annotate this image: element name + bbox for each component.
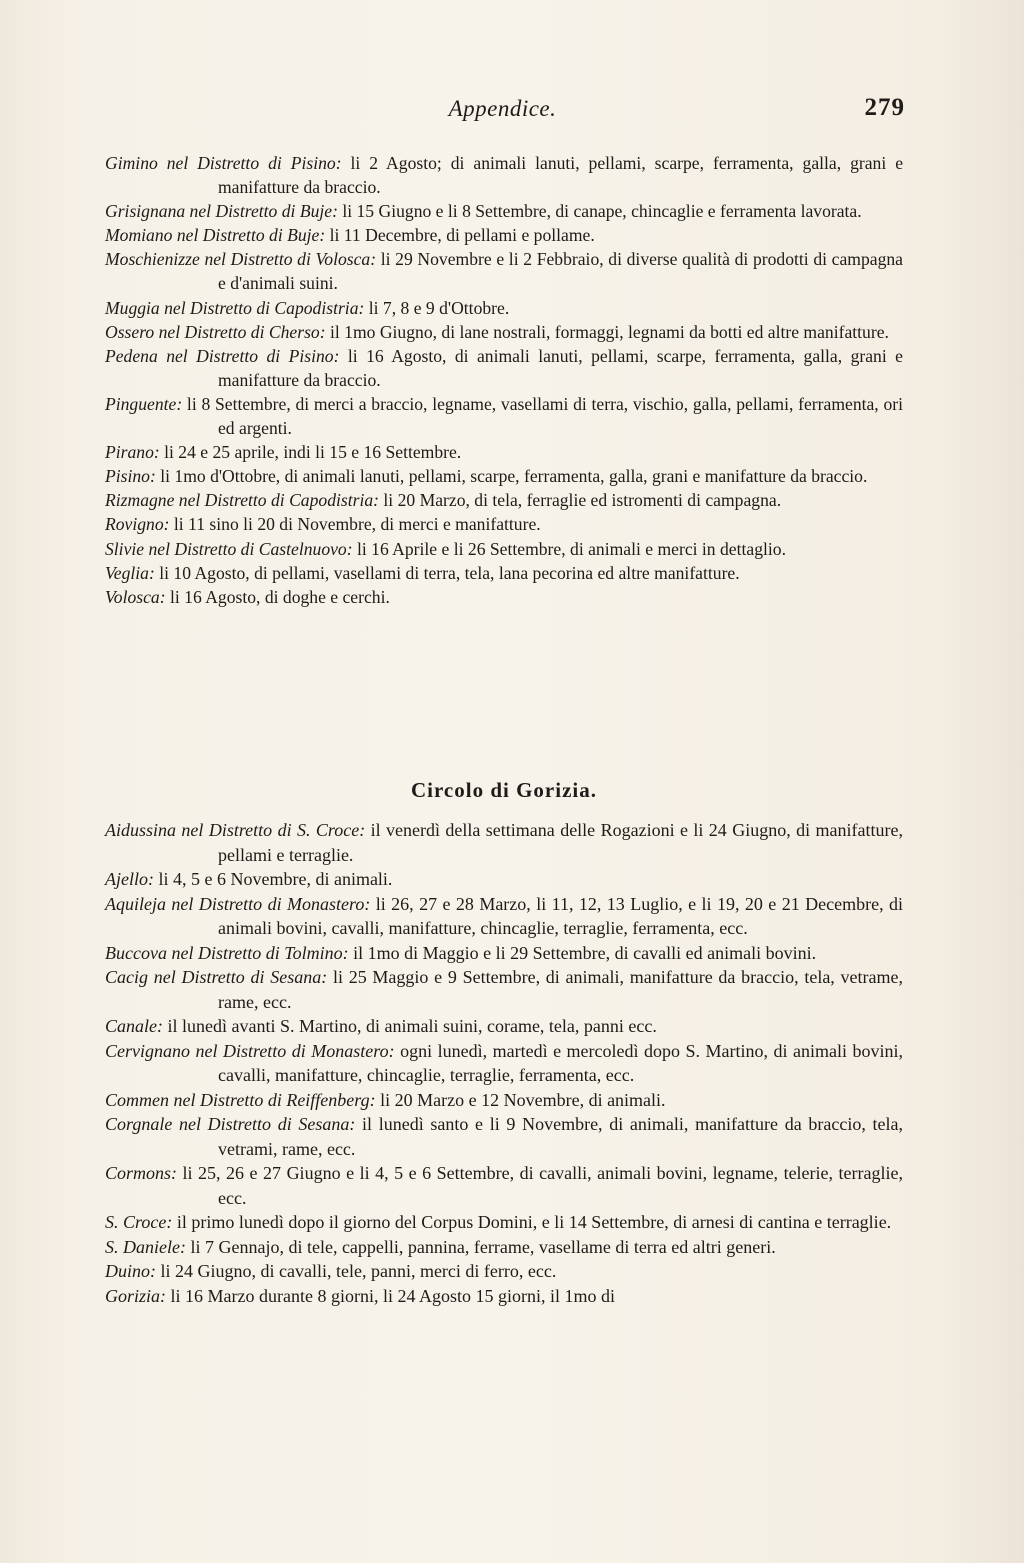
entry-text: li 24 Giugno, di cavalli, tele, panni, merci di ferro, ecc.	[156, 1261, 557, 1281]
section-gorizia-entries	[105, 818, 903, 1308]
entry-place: Duino:	[105, 1261, 156, 1281]
fair-entry	[105, 1014, 903, 1039]
entry-place: Pedena nel Distretto di Pisino:	[105, 345, 340, 366]
entry-place: Pirano:	[105, 442, 160, 463]
fair-entry	[105, 1112, 903, 1161]
entry-text: ogni lunedì, martedì e mercoledì dopo S. Martino, di animali bovini, cavalli, manifatture, chincaglie, terraglie, ferramenta, ecc.	[218, 1040, 903, 1085]
entry-place: Buccova nel Distretto di Tolmino:	[105, 942, 349, 963]
entry-place: Rovigno:	[105, 514, 170, 535]
entry-text: li 7, 8 e 9 d'Ottobre.	[364, 297, 510, 318]
entry-text: il lunedì avanti S. Martino, di animali suini, corame, tela, panni ecc.	[163, 1016, 657, 1036]
fair-entry	[105, 561, 903, 585]
fair-entry	[105, 1235, 903, 1260]
entry-text: li 7 Gennajo, di tele, cappelli, pannina, ferrame, vasellame di terra ed altri generi.	[185, 1236, 776, 1257]
page-header	[100, 92, 905, 128]
fair-entry	[105, 867, 903, 892]
entry-place: Muggia nel Distretto di Capodistria:	[105, 297, 365, 318]
fair-entry	[105, 151, 903, 199]
section-heading: Circolo di Gorizia.	[410, 778, 597, 802]
entry-place: Pinguente:	[105, 393, 183, 414]
fair-entry	[105, 818, 903, 867]
entry-place: Slivie nel Distretto di Castelnuovo:	[105, 538, 353, 559]
fair-entry	[105, 440, 903, 464]
entry-text: il 1mo Giugno, di lane nostrali, formaggi, legnami da botti ed altre manifatture.	[325, 321, 889, 342]
entry-place: Momiano nel Distretto di Buje:	[105, 225, 326, 246]
entry-text: li 16 Agosto, di animali lanuti, pellami, scarpe, ferramenta, galla, grani e manifatture da braccio.	[218, 345, 903, 390]
fair-entry	[105, 1259, 903, 1284]
entry-text: li 16 Aprile e li 26 Settembre, di animali e merci in dettaglio.	[352, 538, 786, 559]
entry-place: Moschienizze nel Distretto di Volosca:	[105, 249, 377, 270]
fair-entry	[105, 1088, 903, 1113]
fair-entry	[105, 223, 903, 247]
fair-entry	[105, 941, 903, 966]
entry-text: li 16 Agosto, di doghe e cerchi.	[165, 586, 390, 607]
entry-place: S. Croce:	[105, 1212, 173, 1232]
entry-text: li 16 Marzo durante 8 giorni, li 24 Agosto 15 giorni, il 1mo di	[166, 1285, 615, 1306]
fair-entry	[105, 1161, 903, 1210]
entry-place: Pisino:	[105, 466, 156, 487]
fair-entry	[105, 512, 903, 536]
entry-text: li 2 Agosto; di animali lanuti, pellami, scarpe, ferramenta, galla, grani e manifatture da braccio.	[218, 153, 904, 198]
entry-place: Veglia:	[105, 562, 155, 583]
entry-place: Canale:	[105, 1016, 163, 1036]
entry-place: Grisignana nel Distretto di Buje:	[105, 201, 338, 222]
entry-text: li 29 Novembre e li 2 Febbraio, di diverse qualità di prodotti di campagna e d'animali suini.	[218, 249, 903, 294]
entry-place: Corgnale nel Distretto di Sesana:	[105, 1114, 356, 1134]
entry-text: li 25, 26 e 27 Giugno e li 4, 5 e 6 Settembre, di cavalli, animali bovini, legname, telerie, terraglie, ecc.	[177, 1163, 903, 1208]
fair-entry	[105, 1210, 903, 1235]
fair-entry	[105, 1284, 903, 1309]
entry-text: li 15 Giugno e li 8 Settembre, di canape, chincaglie e ferramenta lavorata.	[337, 201, 862, 222]
entry-text: li 11 sino li 20 di Novembre, di merci e manifatture.	[169, 514, 541, 535]
entry-place: Aquileja nel Distretto di Monastero:	[105, 893, 371, 914]
entry-text: li 26, 27 e 28 Marzo, li 11, 12, 13 Luglio, e li 19, 20 e 21 Decembre, di animali bovini, cavalli, manifatture, chincaglie, terraglie, ferramenta, ecc.	[218, 893, 903, 938]
fair-entry	[105, 199, 903, 223]
entry-text: il lunedì santo e li 9 Novembre, di animali, manifatture da braccio, tela, vetrami, rame, ecc.	[218, 1114, 903, 1159]
entry-text: il venerdì della settimana delle Rogazioni e li 24 Giugno, di manifatture, pellami e terraglie.	[218, 820, 903, 865]
fair-entry	[105, 247, 903, 295]
fair-entry	[105, 344, 903, 392]
entry-text: li 8 Settembre, di merci a braccio, legname, vasellami di terra, vischio, galla, pellami, ferramenta, ori ed argenti.	[182, 393, 903, 439]
fair-entry	[105, 585, 903, 609]
entry-place: Aidussina nel Distretto di S. Croce:	[105, 820, 366, 840]
entry-text: li 25 Maggio e 9 Settembre, di animali, manifatture da braccio, tela, vetrame, rame, ecc.	[218, 967, 903, 1012]
page-number: 279	[864, 94, 905, 121]
entry-text: li 10 Agosto, di pellami, vasellami di terra, tela, lana pecorina ed altre manifatture.	[154, 562, 740, 583]
fair-entry	[105, 892, 903, 941]
entry-place: Gimino nel Distretto di Pisino:	[105, 153, 342, 173]
fair-entry	[105, 488, 903, 512]
fair-entry	[105, 965, 903, 1014]
fair-entry	[105, 320, 903, 344]
entry-place: Cervignano nel Distretto di Monastero:	[105, 1040, 395, 1061]
entry-text: li 1mo d'Ottobre, di animali lanuti, pellami, scarpe, ferramenta, galla, grani e manifatture da braccio.	[155, 466, 868, 487]
entry-place: Ossero nel Distretto di Cherso:	[105, 321, 326, 342]
section-istria-entries	[105, 151, 903, 609]
entry-place: Ajello:	[105, 869, 154, 889]
entry-text: li 4, 5 e 6 Novembre, di animali.	[153, 869, 393, 889]
entry-text: li 11 Decembre, di pellami e pollame.	[325, 225, 595, 246]
fair-entry	[105, 296, 903, 320]
entry-place: S. Daniele:	[105, 1236, 186, 1257]
entry-text: il 1mo di Maggio e li 29 Settembre, di cavalli ed animali bovini.	[348, 942, 817, 963]
entry-text: il primo lunedì dopo il giorno del Corpus Domini, e li 14 Settembre, di arnesi di cantina e terraglie.	[172, 1212, 892, 1232]
entry-place: Rizmagne nel Distretto di Capodistria:	[105, 490, 380, 511]
fair-entry	[105, 537, 903, 561]
entry-place: Commen nel Distretto di Reiffenberg:	[105, 1089, 376, 1110]
entry-place: Gorizia:	[105, 1285, 167, 1306]
entry-text: li 24 e 25 aprile, indi li 15 e 16 Settembre.	[159, 442, 462, 463]
fair-entry	[105, 464, 903, 488]
fair-entry	[105, 392, 903, 440]
entry-text: li 20 Marzo, di tela, ferraglie ed istromenti di campagna.	[379, 490, 782, 511]
entry-place: Cacig nel Distretto di Sesana:	[105, 967, 328, 987]
entry-place: Volosca:	[105, 586, 166, 607]
running-title: Appendice.	[448, 96, 557, 121]
entry-text: li 20 Marzo e 12 Novembre, di animali.	[375, 1089, 666, 1110]
entry-place: Cormons:	[105, 1163, 178, 1183]
fair-entry	[105, 1039, 903, 1088]
